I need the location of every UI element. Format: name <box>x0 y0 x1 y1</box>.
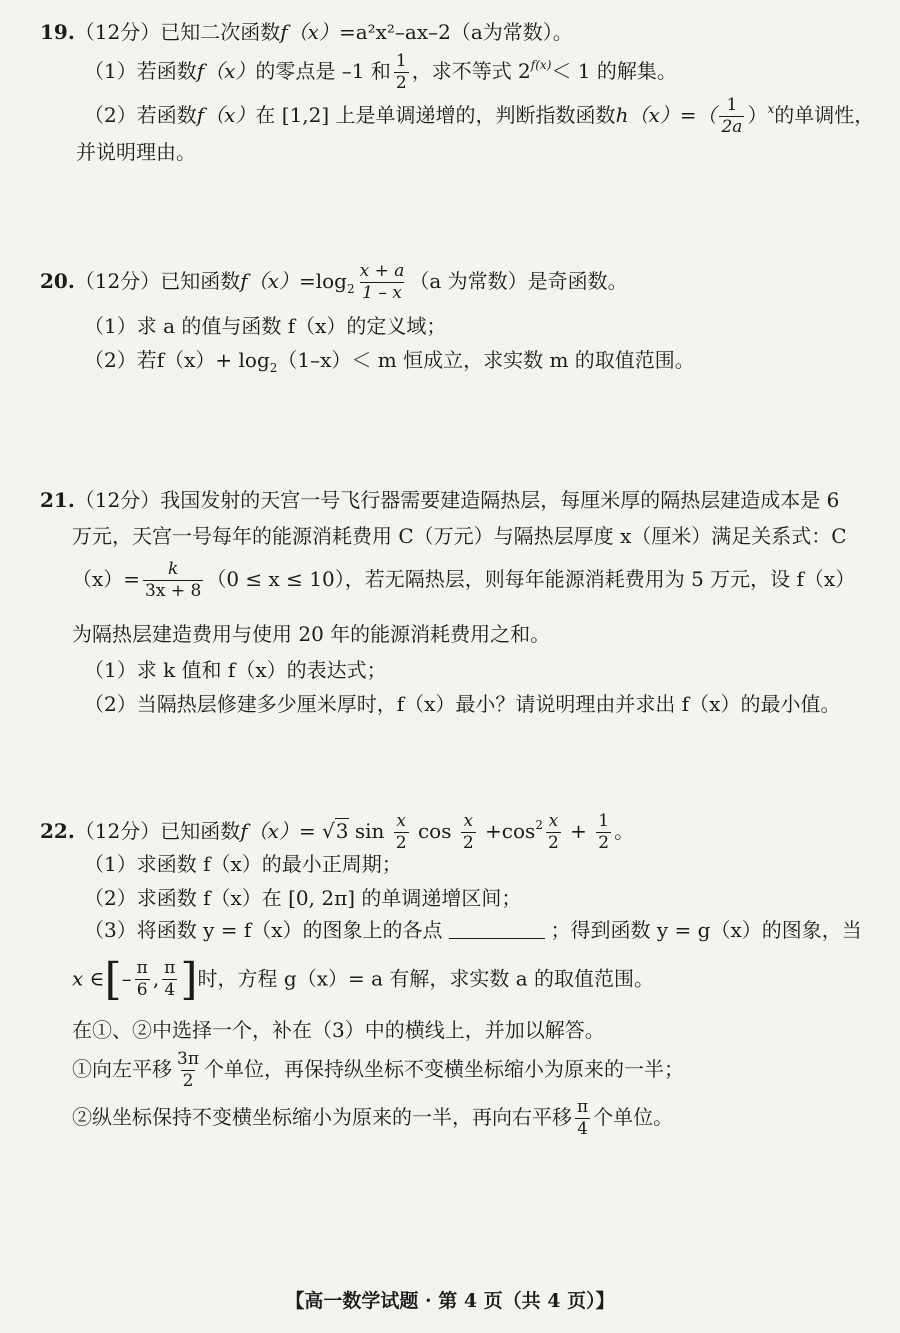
score: （12分） <box>74 269 161 294</box>
cos: cos <box>411 819 458 844</box>
numerator: x <box>548 811 559 831</box>
numerator: k <box>168 559 179 579</box>
fraction <box>461 812 476 853</box>
q19-text: 已知二次函数 <box>160 20 281 44</box>
q21-line1 <box>40 490 839 510</box>
text: 。 <box>614 819 635 844</box>
numerator: 3π <box>177 1049 199 1069</box>
sin: sin <box>348 819 391 844</box>
q21-part2: （2）当隔热层修建多少厘米厚时，f（x）最小？请说明理由并求出 f（x）的最小值。 <box>84 692 841 716</box>
log-base: 2 <box>346 282 355 297</box>
text: （3）将函数 y = f（x）的图象上的各点 <box>84 918 443 942</box>
question-number: 21. <box>40 488 75 512</box>
numerator: 1 <box>598 811 610 831</box>
answer-blank <box>449 920 545 939</box>
fraction <box>162 959 177 1000</box>
question-number: 19. <box>40 20 75 44</box>
q21-part1: （1）求 k 值和 f（x）的表达式； <box>84 658 387 682</box>
q19-part1 <box>84 52 677 93</box>
minus: – <box>121 966 132 991</box>
denominator: 6 <box>136 980 148 1000</box>
denominator: 4 <box>577 1118 588 1139</box>
text: 我国发射的天宫一号飞行器需要建造隔热层，每厘米厚的隔热层建造成本是 6 <box>160 488 840 512</box>
text: （2）若函数 <box>84 103 197 128</box>
q22-option-2 <box>72 1098 673 1139</box>
plus: + <box>563 819 594 844</box>
fx: f（x） <box>240 269 299 294</box>
fraction <box>596 812 611 853</box>
text: 已知函数 <box>160 819 241 844</box>
denominator: 3x + 8 <box>145 580 202 601</box>
text: 时，方程 g（x）= a 有解，求实数 a 的取值范围。 <box>197 966 655 991</box>
numerator: π <box>164 958 176 979</box>
fraction-k <box>143 560 203 601</box>
exponent: x <box>767 102 775 117</box>
q22-part2: （2）求函数 f（x）在 [0, 2π] 的单调递增区间； <box>84 886 522 910</box>
fraction <box>575 1098 590 1139</box>
page-footer: 【高一数学试题 · 第 4 页（共 4 页）】 <box>285 1290 615 1312</box>
q22-option-1 <box>72 1050 684 1091</box>
q22-part3-cont <box>72 954 655 1005</box>
log-base: 2 <box>269 361 278 375</box>
text: （a 为常数）是奇函数。 <box>409 269 628 294</box>
score: （12分） <box>74 488 161 512</box>
fx: f（x） <box>196 103 256 128</box>
exponent: 2 <box>535 818 543 833</box>
score: （12分） <box>74 819 161 844</box>
fraction-1-over-2a <box>719 96 744 137</box>
denominator: 2a <box>721 116 743 137</box>
bracket-left: [ <box>104 954 122 1005</box>
denominator: 2 <box>462 832 474 853</box>
q20-stem <box>40 262 628 303</box>
cos2: +cos <box>478 819 536 844</box>
fraction-log-arg <box>358 262 407 303</box>
question-number: 20. <box>40 269 75 294</box>
fraction <box>135 959 150 1000</box>
text: （x）= <box>72 567 141 592</box>
fraction <box>546 812 561 853</box>
denominator: 1 – x <box>362 282 402 303</box>
text: 个单位，再保持纵坐标不变横坐标缩小为原来的一半； <box>204 1057 684 1082</box>
text: ①向左平移 <box>72 1057 172 1082</box>
numerator: x <box>463 811 474 831</box>
bracket-right: ] <box>180 954 198 1005</box>
text: 在 [1,2] 上是单调递增的，判断指数函数 <box>255 103 616 128</box>
fraction <box>175 1050 201 1091</box>
q19-part2 <box>84 96 874 137</box>
numerator: 1 <box>395 51 407 71</box>
q22-stem <box>40 812 634 853</box>
exponent: f(x) <box>530 58 552 73</box>
score: （12分） <box>74 20 161 44</box>
text: （1）若函数 <box>84 59 197 84</box>
q22-part3 <box>84 920 862 940</box>
question-number: 22. <box>40 819 75 844</box>
fraction-half <box>394 52 409 93</box>
text: 个单位。 <box>593 1105 674 1130</box>
fraction <box>394 812 409 853</box>
q19-part2-cont: 并说明理由。 <box>76 140 196 164</box>
text: ；得到函数 y = g（x）的图象，当 <box>550 918 862 942</box>
q19-stem <box>40 22 573 42</box>
q19-fx: f（x） <box>280 20 339 44</box>
numerator: 1 <box>726 95 738 115</box>
fx: f（x）= <box>240 819 323 844</box>
sqrt-value: 3 <box>335 819 349 844</box>
text: ＜ 1 的解集。 <box>551 59 677 84</box>
text: 已知函数 <box>160 269 241 294</box>
q21-line2: 万元，天宫一号每年的能源消耗费用 C（万元）与隔热层厚度 x（厘米）满足关系式：C <box>72 524 847 548</box>
text: ） <box>747 103 768 128</box>
denominator: 2 <box>547 832 559 853</box>
comma: , <box>152 966 160 991</box>
text: ，求不等式 2 <box>411 59 531 84</box>
q19-expr: =a²x²–ax–2（a为常数）。 <box>338 20 573 44</box>
sqrt-sign: √ <box>322 819 335 844</box>
denominator: 4 <box>164 980 176 1000</box>
hx: h（x）=（ <box>615 103 717 128</box>
denominator: 2 <box>395 832 407 853</box>
log: =log <box>298 269 347 294</box>
numerator: x + a <box>359 261 405 281</box>
text: ②纵坐标保持不变横坐标缩小为原来的一半，再向右平移 <box>72 1105 572 1130</box>
q22-choose: 在①、②中选择一个，补在（3）中的横线上，并加以解答。 <box>72 1018 605 1042</box>
text: x ∈ <box>72 966 105 991</box>
numerator: π <box>136 958 148 979</box>
denominator: 2 <box>598 832 610 853</box>
q22-part1: （1）求函数 f（x）的最小正周期； <box>84 852 402 876</box>
q20-part1: （1）求 a 的值与函数 f（x）的定义域； <box>84 314 447 338</box>
expr: f（x）+ log <box>156 348 270 372</box>
text: （1–x）＜ m 恒成立，求实数 m 的取值范围。 <box>277 348 695 372</box>
text: （0 ≤ x ≤ 10），若无隔热层，则每年能源消耗费用为 5 万元，设 f（x） <box>206 567 856 592</box>
q20-part2 <box>84 350 695 374</box>
text: 的零点是 –1 和 <box>255 59 391 84</box>
q21-line4: 为隔热层建造费用与使用 20 年的能源消耗费用之和。 <box>72 622 551 646</box>
text: 的单调性， <box>774 103 875 128</box>
q21-line3 <box>72 560 855 601</box>
fx: f（x） <box>196 59 256 84</box>
denominator: 2 <box>395 72 407 93</box>
denominator: 2 <box>182 1070 194 1091</box>
numerator: π <box>577 1097 589 1117</box>
numerator: x <box>396 811 406 831</box>
text: （2）若 <box>84 348 157 372</box>
